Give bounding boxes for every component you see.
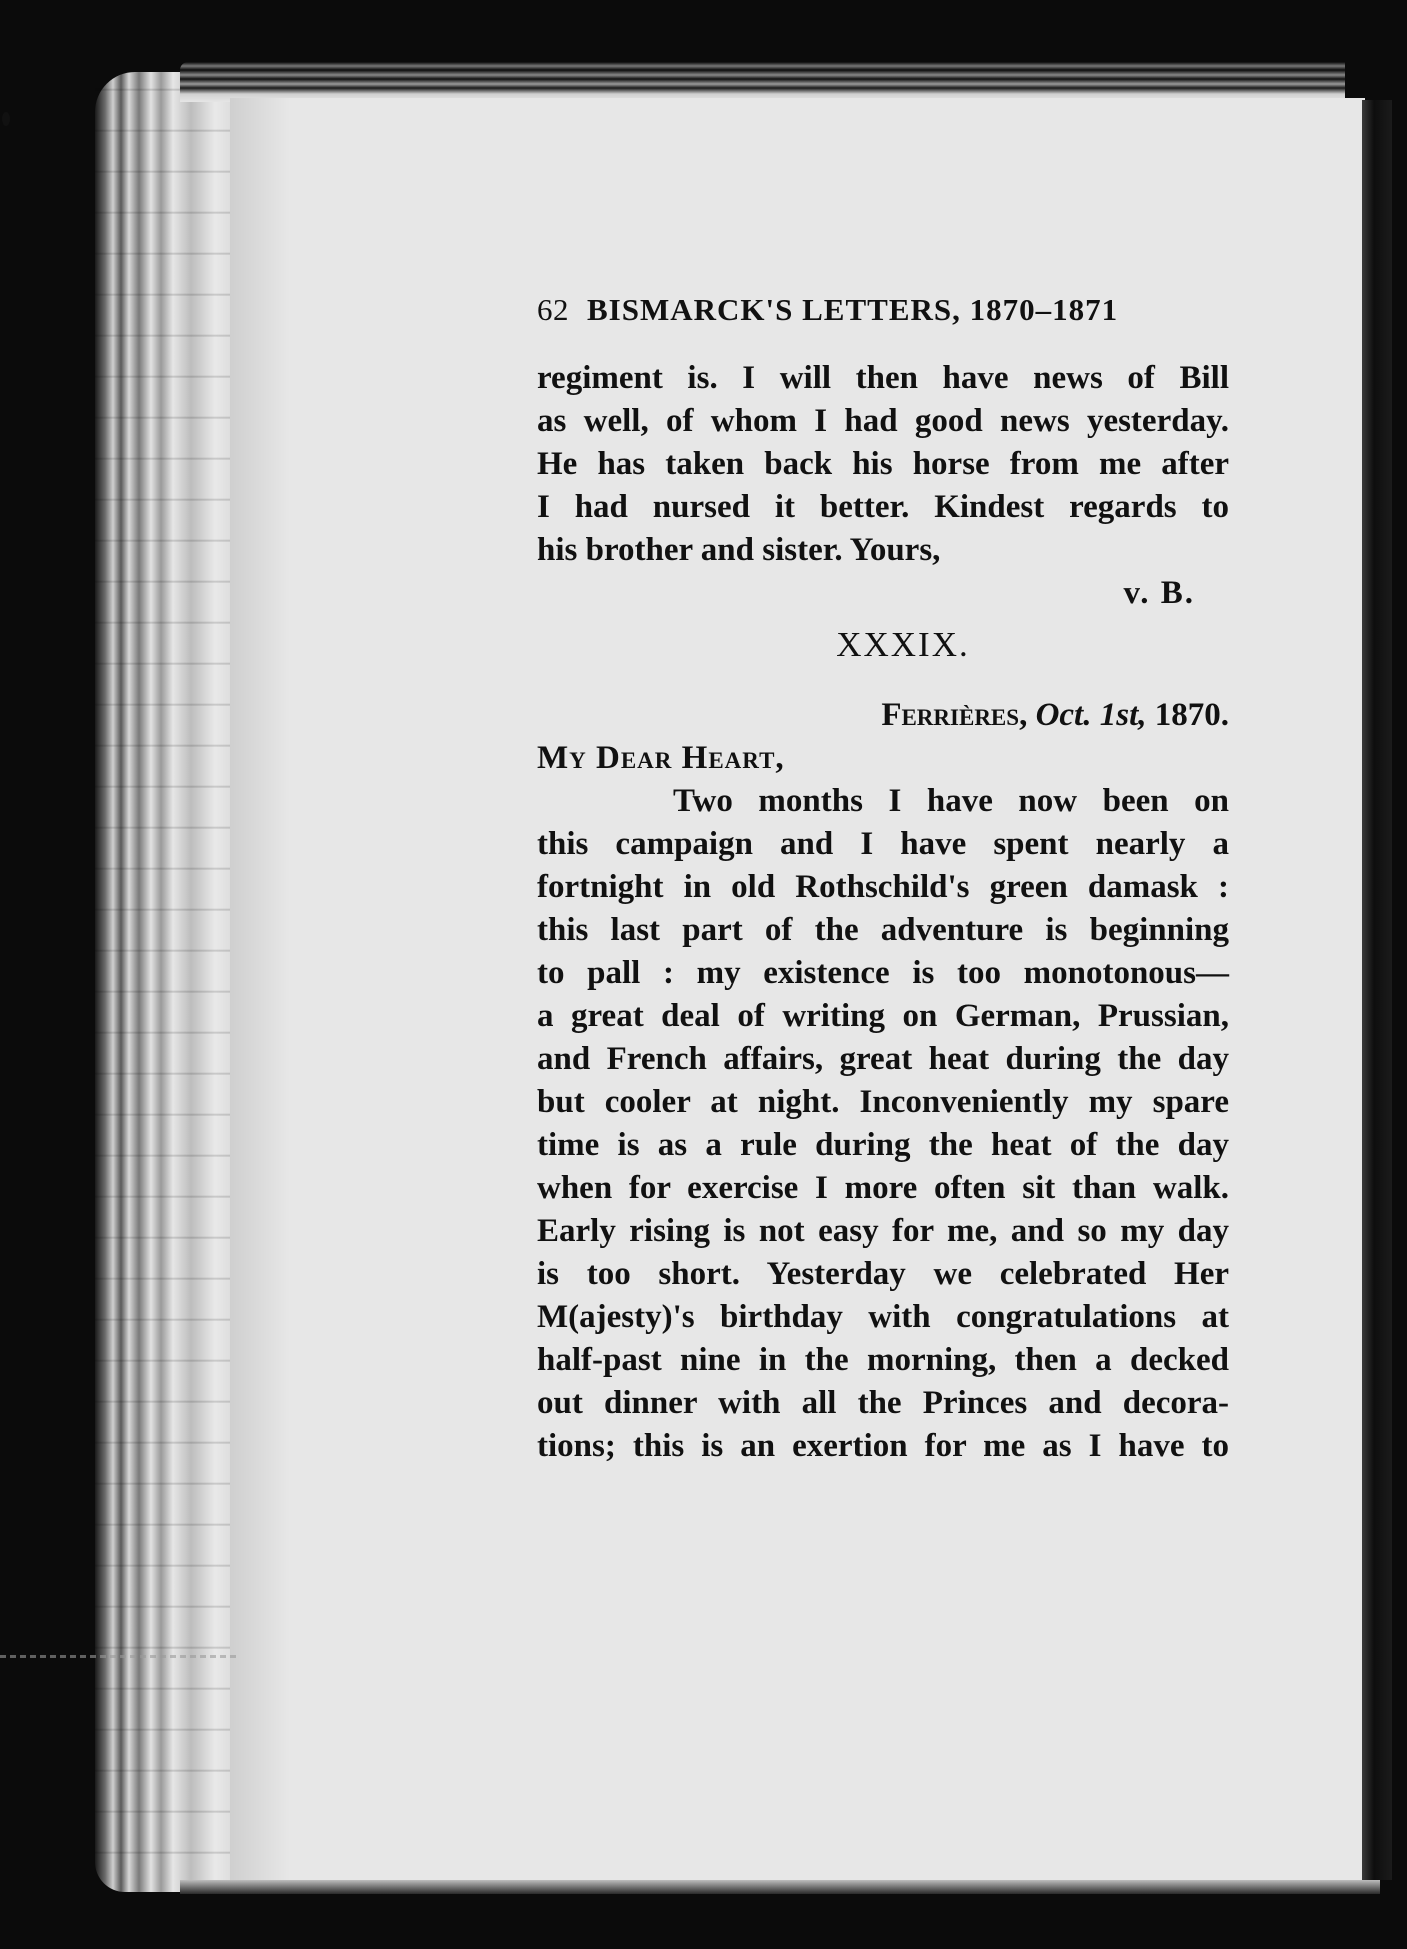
salutation: My Dear Heart,: [537, 740, 785, 776]
page-text: [537, 288, 1229, 1468]
text-line: this last part of the adventure is beginning: [537, 912, 1229, 948]
date-year: 1870.: [1154, 697, 1229, 733]
running-title: BISMARCK'S LETTERS, 1870–1871: [587, 292, 1119, 327]
text-line: Two months I have now been on: [673, 783, 1229, 819]
text-line: Early rising is not easy for me, and so my day: [537, 1213, 1229, 1249]
text-line: this campaign and I have spent nearly a: [537, 826, 1229, 862]
page-edge-bottom: [180, 1880, 1380, 1894]
text-line: time is as a rule during the heat of the day: [537, 1127, 1229, 1163]
letter-body: [537, 780, 1229, 1468]
text-line: tions; this is an exertion for me as I have to: [537, 1428, 1229, 1464]
text-line: when for exercise I more often sit than walk.: [537, 1170, 1229, 1206]
scan-crease: [0, 1655, 240, 1658]
text-line: to pall : my existence is too monotonous—: [537, 955, 1229, 991]
binding-shadow: [1362, 100, 1392, 1880]
text-line: I had nursed it better. Kindest regards to: [537, 489, 1229, 525]
text-line: as well, of whom I had good news yesterday.: [537, 403, 1229, 439]
dateline: [537, 694, 1229, 737]
text-line: M(ajesty)'s birthday with congratulations at: [537, 1299, 1229, 1335]
text-line: but cooler at night. Inconveniently my spare: [537, 1084, 1229, 1120]
previous-letter-ending: [537, 357, 1229, 615]
text-line: fortnight in old Rothschild's green damask :: [537, 869, 1229, 905]
text-line: out dinner with all the Princes and decora-: [537, 1385, 1229, 1421]
signature: v. B.: [1123, 575, 1195, 611]
page-number: 62: [537, 292, 569, 327]
text-line: and French affairs, great heat during the day: [537, 1041, 1229, 1077]
text-line: is too short. Yesterday we celebrated Her: [537, 1256, 1229, 1292]
running-head: [537, 288, 1229, 331]
text-line: his brother and sister. Yours,: [537, 532, 941, 568]
place-name: Ferrières,: [881, 697, 1028, 733]
date-day: 1st,: [1099, 697, 1147, 733]
text-line: regiment is. I will then have news of Bill: [537, 360, 1229, 396]
letter-number-heading: XXXIX.: [836, 625, 970, 664]
date-month: Oct.: [1035, 697, 1092, 733]
text-line: a great deal of writing on German, Prussian,: [537, 998, 1229, 1034]
scan-speck: [2, 112, 10, 126]
page-edges-top: [180, 62, 1345, 102]
text-line: He has taken back his horse from me after: [537, 446, 1229, 482]
text-line: half-past nine in the morning, then a decked: [537, 1342, 1229, 1378]
